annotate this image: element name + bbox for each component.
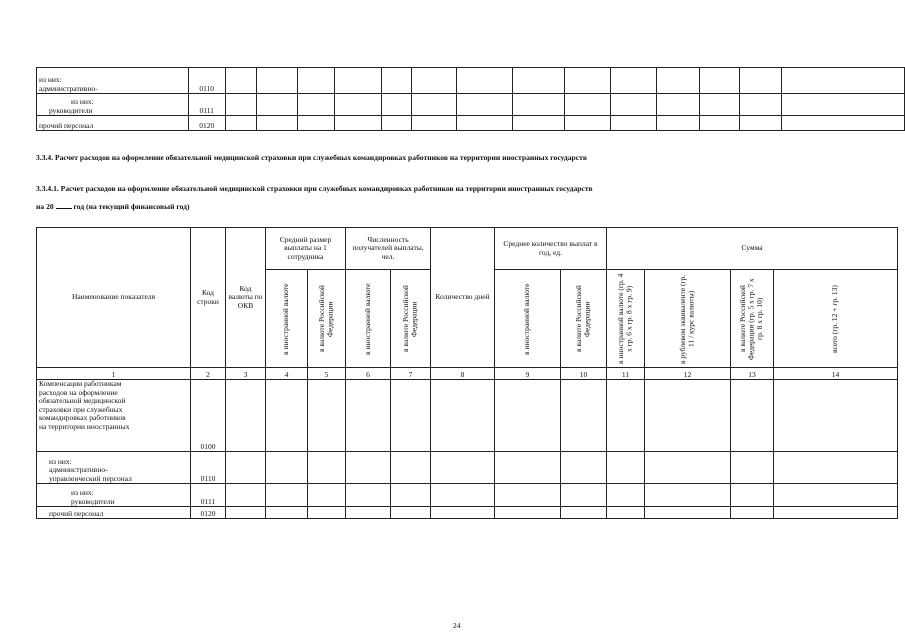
col-number: 8 <box>431 368 495 380</box>
col-number: 13 <box>731 368 774 380</box>
header-code-row: Код строки <box>191 228 226 368</box>
header-foreign-cur: в иностранной валюте <box>362 282 372 355</box>
header-count-recipients: Численность получателей выплаты, чел. <box>346 228 431 270</box>
col-number: 12 <box>645 368 731 380</box>
col-number: 9 <box>495 368 561 380</box>
row-code: 0120 <box>188 116 225 131</box>
header-rf-cur: в валюте Российской Федерации <box>401 285 419 352</box>
col-number: 6 <box>346 368 391 380</box>
header-sum: Сумма <box>607 228 898 270</box>
table-row <box>37 116 905 131</box>
header-col12: в рублевом эквиваленте (гр. 11 / курс валюты) <box>678 273 696 364</box>
col-number: 1 <box>37 368 191 380</box>
header-name: Наименование показателя <box>37 228 191 368</box>
header-col14: всего (гр. 12 + гр. 13) <box>830 284 840 353</box>
year-blank <box>56 201 72 209</box>
row-code: 0120 <box>191 507 226 519</box>
page-number: 24 <box>453 621 461 630</box>
table-row <box>37 452 898 484</box>
row-code: 0110 <box>191 452 226 484</box>
insurance-calculation-table <box>36 227 898 519</box>
col-number: 10 <box>561 368 607 380</box>
col-number: 11 <box>607 368 645 380</box>
row-label-admin: из них: административно- <box>37 68 189 94</box>
table-row <box>37 484 898 507</box>
col-number: 4 <box>266 368 308 380</box>
row-label-other: прочий персонал <box>37 116 189 131</box>
row-label-other: прочий персонал <box>37 507 191 519</box>
row-code: 0100 <box>191 380 226 452</box>
col-number: 14 <box>774 368 898 380</box>
col-number: 7 <box>391 368 431 380</box>
column-number-row <box>37 368 898 380</box>
row-label-managers: из них: руководители <box>37 94 189 116</box>
header-days: Количество дней <box>431 228 495 368</box>
table-row <box>37 68 905 94</box>
header-code-okv: Код валюты по ОКВ <box>226 228 266 368</box>
header-col11: в иностранной валюте (гр. 4 х гр. 6 х гр. 8 х гр. 9) <box>616 273 634 364</box>
section-heading-334: 3.3.4. Расчет расходов на оформление обязательной медицинской страховки при служебных командировках работников на территории иностранных государств <box>36 153 587 162</box>
table-row <box>37 94 905 116</box>
header-foreign-cur: в иностранной валюте <box>281 282 291 355</box>
header-foreign-cur: в иностранной валюте <box>522 282 532 355</box>
row-label-admin: из них: административно- управленческий персонал <box>37 452 191 484</box>
row-code: 0111 <box>191 484 226 507</box>
col-number: 2 <box>191 368 226 380</box>
header-avg-payments: Среднее количество выплат в год, ед. <box>495 228 607 270</box>
header-rf-cur: в валюте Российской Федерации <box>574 285 592 352</box>
continuation-table <box>36 67 905 131</box>
col-number: 5 <box>308 368 346 380</box>
col-number: 3 <box>226 368 266 380</box>
header-avg-size: Средний размер выплаты на 1 сотрудника <box>266 228 346 270</box>
header-row <box>37 228 898 270</box>
row-code: 0111 <box>188 94 225 116</box>
row-label-managers: из них: руководители <box>37 484 191 507</box>
row-label-compensation: Компенсации работникам расходов на оформление обязательной медицинской страховки при служебных командировках работников на территории иностранных <box>37 380 191 452</box>
year-line: на 20 год (на текущий финансовый год) <box>36 202 190 211</box>
row-code: 0110 <box>188 68 225 94</box>
section-heading-3341: 3.3.4.1. Расчет расходов на оформление обязательной медицинской страховки при служебных командировках работников на территории иностранных государств <box>36 184 593 193</box>
header-rf-cur: в валюте Российской Федерации <box>317 285 335 352</box>
table-row <box>37 507 898 519</box>
header-col13: в валюте Российской Федерации (гр. 5 х гр. 7 х гр. 8 х гр. 10) <box>738 277 765 360</box>
table-row <box>37 380 898 452</box>
